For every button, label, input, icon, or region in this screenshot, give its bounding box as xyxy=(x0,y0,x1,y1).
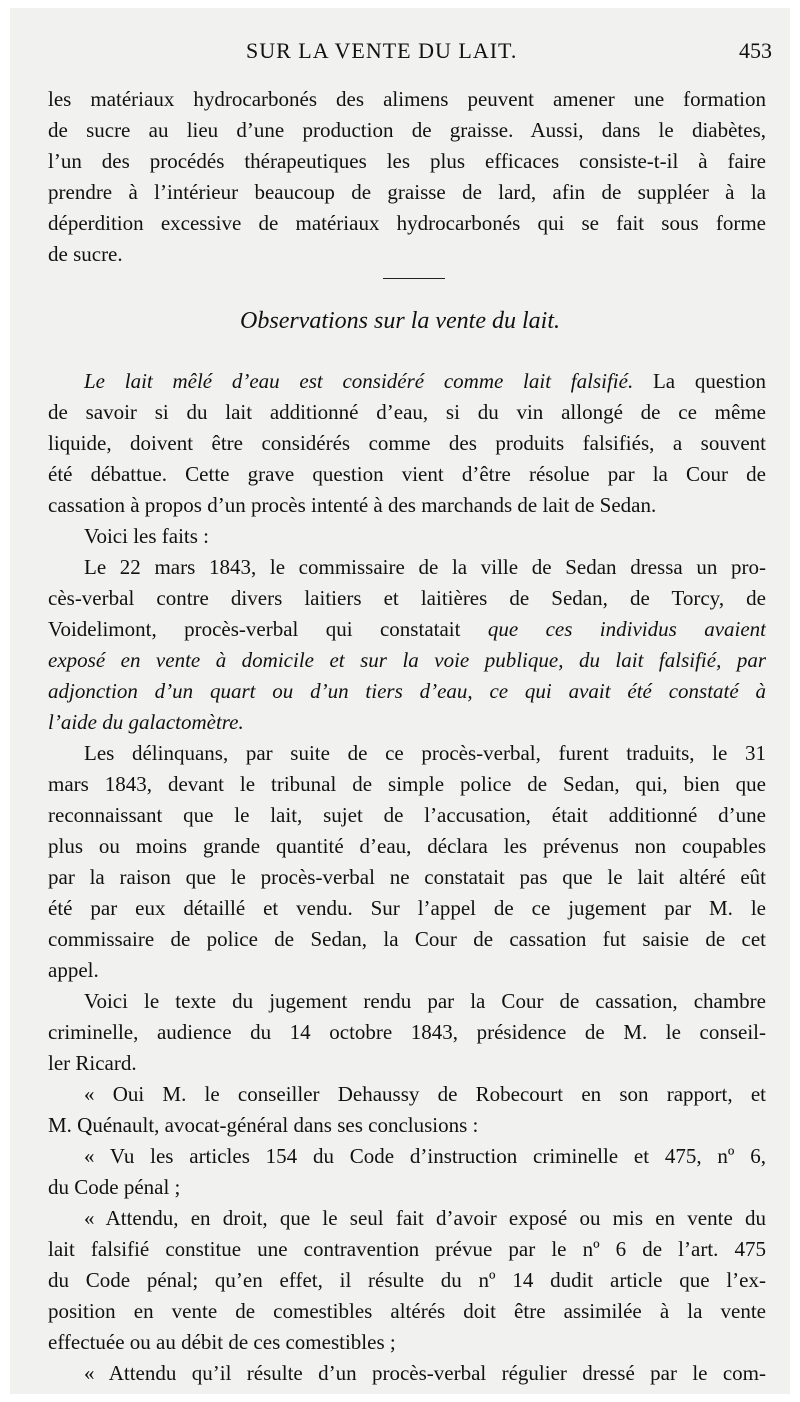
text-line: l’un des procédés thérapeutiques les plus efficaces consiste-t-il à faire xyxy=(48,149,766,173)
paragraph-question xyxy=(48,366,766,521)
text-line: ler Ricard. xyxy=(48,1051,137,1075)
text-line: de sucre. xyxy=(48,242,123,266)
paragraph-delinquants xyxy=(48,738,766,986)
text-line: « Oui M. le conseiller Dehaussy de Robecourt en son rapport, et xyxy=(84,1082,766,1106)
text-line: lait falsifié constitue une contravention prévue par le nº 6 de l’art. 475 xyxy=(48,1237,766,1261)
text-line: été débattue. Cette grave question vient d’être résolue par la Cour de xyxy=(48,462,766,486)
text-line: par la raison que le procès-verbal ne constatait pas que le lait altéré eût xyxy=(48,865,766,889)
text-line: de sucre au lieu d’une production de graisse. Aussi, dans le diabètes, xyxy=(48,118,766,142)
text-line: plus ou moins grande quantité d’eau, déclara les prévenus non coupables xyxy=(48,834,766,858)
text-line: Voici les faits : xyxy=(84,524,210,548)
text-line: Le 22 mars 1843, le commissaire de la ville de Sedan dressa un pro- xyxy=(84,555,766,579)
text-line: « Attendu qu’il résulte d’un procès-verbal régulier dressé par le com- xyxy=(84,1361,766,1385)
italic-lead: Le lait mêlé d’eau est considéré comme lait falsifié. xyxy=(84,369,634,393)
text-run: Voidelimont, procès-verbal qui constatait xyxy=(48,617,461,641)
text-line: « Attendu, en droit, que le seul fait d’avoir exposé ou mis en vente du xyxy=(84,1206,766,1230)
book-page xyxy=(10,8,790,1394)
paragraph-attendu-proces xyxy=(48,1358,766,1389)
text-run: La question xyxy=(652,369,766,393)
text-line: Voici le texte du jugement rendu par la Cour de cassation, chambre xyxy=(84,989,766,1013)
text-line: criminelle, audience du 14 octobre 1843, présidence de M. le conseil- xyxy=(48,1020,766,1044)
text-line: prendre à l’intérieur beaucoup de graisse de lard, afin de suppléer à la xyxy=(48,180,766,204)
text-line: déperdition excessive de matériaux hydrocarbonés qui se fait sous forme xyxy=(48,211,766,235)
paragraph-attendu-droit xyxy=(48,1203,766,1358)
text-line: Les délinquans, par suite de ce procès-verbal, furent traduits, le 31 xyxy=(84,741,766,765)
section-divider xyxy=(383,278,445,279)
text-line: de savoir si du lait additionné d’eau, si du vin allongé de ce même xyxy=(48,400,766,424)
text-line: l’aide du galactomètre. xyxy=(48,710,244,734)
text-line: M. Quénault, avocat-général dans ses conclusions : xyxy=(48,1113,479,1137)
text-line: commissaire de police de Sedan, la Cour de cassation fut saisie de cet xyxy=(48,927,766,951)
paragraph-vu xyxy=(48,1141,766,1203)
text-line: appel. xyxy=(48,958,99,982)
paragraph-diabetes xyxy=(48,84,766,270)
text-line: mars 1843, devant le tribunal de simple police de Sedan, qui, bien que xyxy=(48,772,766,796)
text-line: exposé en vente à domicile et sur la voie publique, du lait falsifié, par xyxy=(48,648,766,672)
text-line: « Vu les articles 154 du Code d’instruction criminelle et 475, nº 6, xyxy=(84,1144,766,1168)
running-head: SUR LA VENTE DU LAIT. xyxy=(246,38,518,63)
paragraph-proces-verbal xyxy=(48,552,766,738)
page-number: 453 xyxy=(739,38,772,63)
paragraph-facts xyxy=(48,521,766,552)
text-line xyxy=(48,366,766,397)
italic-run: que ces individus avaient xyxy=(487,617,766,641)
text-line: reconnaissant que le lait, sujet de l’accusation, était additionné d’une xyxy=(48,803,766,827)
paragraph-judgment-intro xyxy=(48,986,766,1079)
text-line: du Code pénal; qu’en effet, il résulte du nº 14 dudit article que l’ex- xyxy=(48,1268,766,1292)
paragraph-oui xyxy=(48,1079,766,1141)
page-header xyxy=(10,38,790,72)
text-line: été par eux détaillé et vendu. Sur l’appel de ce jugement par M. le xyxy=(48,896,766,920)
text-line: effectuée ou au débit de ces comestibles ; xyxy=(48,1330,396,1354)
text-line: du Code pénal ; xyxy=(48,1175,181,1199)
text-line: adjonction d’un quart ou d’un tiers d’eau, ce qui avait été constaté à xyxy=(48,679,766,703)
text-line: cassation à propos d’un procès intenté à des marchands de lait de Sedan. xyxy=(48,493,657,517)
text-line: liquide, doivent être considérés comme des produits falsifiés, a souvent xyxy=(48,431,766,455)
text-line: les matériaux hydrocarbonés des alimens peuvent amener une formation xyxy=(48,87,766,111)
text-line: cès-verbal contre divers laitiers et laitières de Sedan, de Torcy, de xyxy=(48,586,766,610)
text-line: position en vente de comestibles altérés doit être assimilée à la vente xyxy=(48,1299,766,1323)
text-line xyxy=(48,614,766,645)
section-title: Observations sur la vente du lait. xyxy=(240,308,560,334)
